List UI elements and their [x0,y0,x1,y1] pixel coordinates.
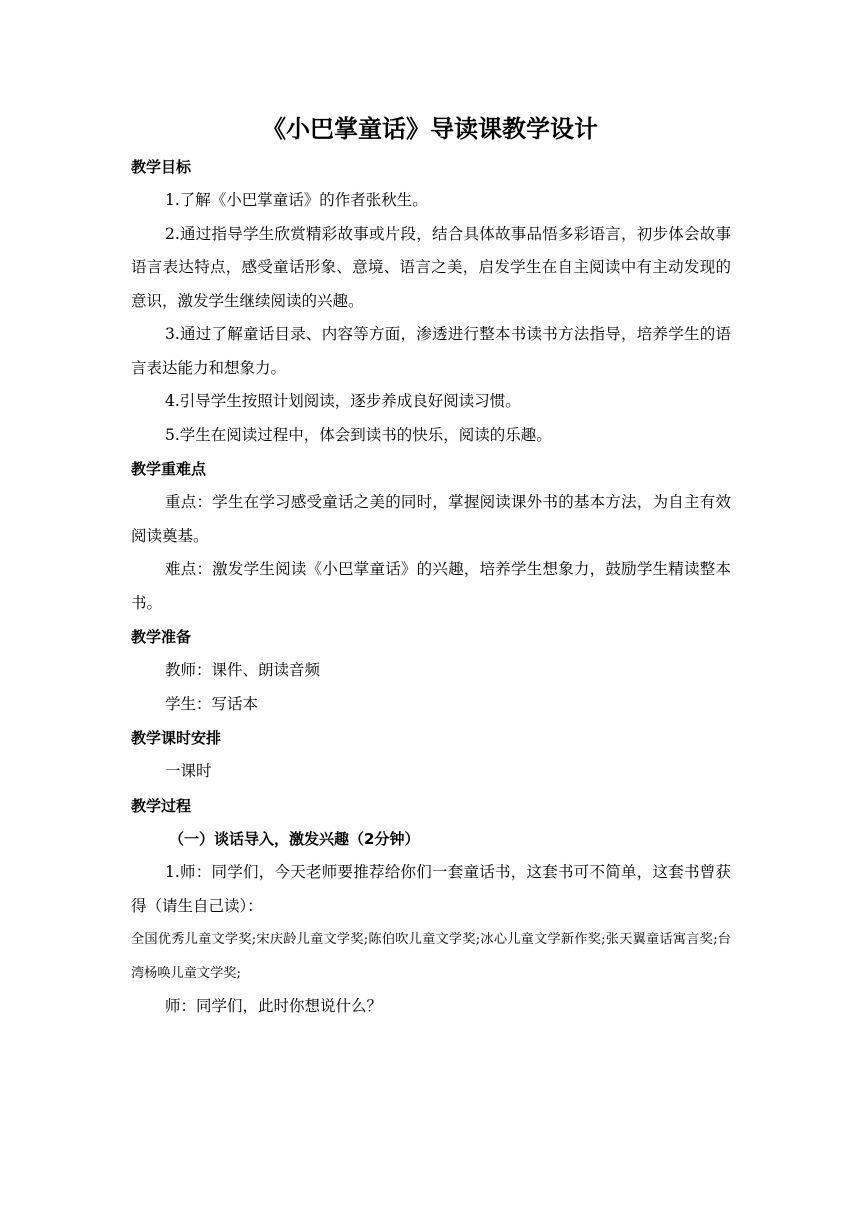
section-heading-key-points: 教学重难点 [131,460,207,478]
section-heading-schedule: 教学课时安排 [131,729,222,747]
goal-item-1: 1.了解《小巴掌童话》的作者张秋生。 [165,191,428,209]
section-heading-goals: 教学目标 [131,158,192,176]
section-heading-preparation: 教学准备 [131,628,192,646]
goal-item-5: 5.学生在阅读过程中，体会到读书的快乐，阅读的乐趣。 [165,425,552,444]
goal-item-4: 4.引导学生按照计划阅读，逐步养成良好阅读习惯。 [165,392,521,410]
awards-list: 全国优秀儿童文学奖;宋庆龄儿童文学奖;陈伯吹儿童文学奖;冰心儿童文学新作奖;张天翼童话寓言奖;台湾杨唤儿童文学奖; [131,932,731,981]
key-point-focus: 重点：学生在学习感受童话之美的同时，掌握阅读课外书的基本方法，为自主有效阅读奠基。 [131,493,731,545]
goal-item-2: 2.通过指导学生欣赏精彩故事或片段，结合具体故事品悟多彩语言，初步体会故事语言表达特点，感受童话形象、意境、语言之美，启发学生在自主阅读中有主动发现的意识，激发学生继续阅读的兴趣。 [131,224,731,310]
process-step1-paragraph: 1.师：同学们，今天老师要推荐给你们一套童话书，这套书可不简单，这套书曾获得（请生自己读）： [131,863,731,915]
preparation-teacher: 教师：课件、朗读音频 [165,661,321,679]
goal-item-3: 3.通过了解童话目录、内容等方面，渗透进行整本书读书方法指导，培养学生的语言表达能力和想象力。 [131,325,731,377]
document-title: 《小巴掌童话》导读课教学设计 [262,115,598,143]
process-step1-question: 师：同学们，此时你想说什么？ [165,997,383,1015]
schedule-item: 一课时 [165,762,212,780]
key-point-difficulty: 难点：激发学生阅读《小巴掌童话》的兴趣，培养学生想象力，鼓励学生精读整本书。 [131,560,731,612]
process-step1-title: （一）谈话导入，激发兴趣（2分钟） [169,829,420,848]
section-heading-process: 教学过程 [131,796,192,815]
document-body [131,150,731,1024]
preparation-student: 学生：写话本 [165,694,259,713]
